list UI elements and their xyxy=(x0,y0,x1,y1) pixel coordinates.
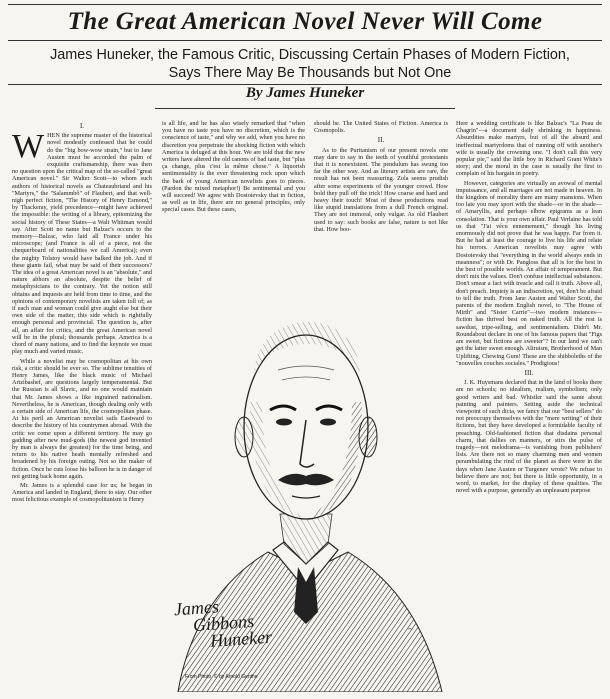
paragraph: Mr. James is a splendid case for us; he began in America and landed in England, there to stay. Our other most felicitous example of cosmopolitanism is Henry xyxy=(12,481,152,504)
paragraph: WHEN the supreme master of the historical novel modestly confessed that he could do the "big bow-wow strain," but to Jane Austen must be accorded the palm of exquisite craftsmanship, there was then no question upon the critical map of the so-called "great American novel." Sir Walter Scott—to whom such authors of historical novels as Chateaubriand and his "Martyrs," the "Salammbô" of Flaubert, and that well-nigh perfect fiction, "The History of Henry Esmond," by Thackeray, yield precedence—might have achieved the impossible: the writing of a library, epitomizing the social history of These States—a Walt Whitman would say. After Scott no name but Balzac's occurs to the memory—Balzac, who laid all France under his microscope; (and France is all of a piece, not the chequerboard of nationalities we call America); even the mighty Tolstoy would have balked the job. And if these giants fail, what may be said of their successors? The idea of a great American novel is an "absolute," and nature abhors an absolute, despite the belief of metaphysicians to the contrary. Yet the notion still obtains and inquests are held from time to time, and the opinions of contemporary novelists are taken toll of; as if each man and woman could give aught else but their own side of the matter, this side which is rightfully enough personal and provincial. The question is, after all, an affair for critics, and the great American novel will be in the plural; thousands perhaps. America is a chord of many nations, and to find the keynote we must play much and varied music. xyxy=(12,128,152,356)
paragraph: should be. The United States of Fiction. America is Cosmopolis. xyxy=(314,120,448,135)
section-marker: II. xyxy=(377,136,385,145)
signature: James Gibbons Huneker xyxy=(173,596,273,651)
byline: By James Huneker xyxy=(245,85,365,101)
paragraph: J. K. Huysmans declared that in the land of books there are no schools; no idealism, realism, symbolism; only good writers and bad. Whistler said the same about painting and painters. Setting aside the technical viewpoint of such dicta, we fancy that our "best sellers" do not preoccupy themselves with the "mere writing" of their fictions, but they have developed a formidable faculty of preaching. Old-fashioned fiction that disdains personal charm, that dallies on manners, or stirs the pulse of tragedy—not melodrama—is vanishing from publishers' lists. Are there not so many charming men and women perambulating the rind of the planet as there were in the days when Jane Austen or Turgenev wrote? We refuse to believe there are not; but there is little opportunity, in a word, to market, for the display of these qualities. The novel with a purpose, generally an unpleasant purpose xyxy=(456,379,602,495)
column-4 xyxy=(456,120,602,692)
headline: The Great American Novel Never Will Come xyxy=(67,8,543,35)
headline-rule xyxy=(8,40,602,41)
artist-mark: ~ xyxy=(408,624,413,634)
section-marker: I. xyxy=(79,122,85,130)
section-marker: III. xyxy=(524,368,534,377)
paragraph: Here a wedding certificate is like Balzac's "La Peau de Chagrin"—a document daily shrinking in happiness. Absurdities make martyrs, but of all the absurd and ineffectual martyrdoms that of running off with another's wife is usually the crowning one. "I don't call this very popular pie," said the little boy in Richard Grant White's story; and the moral in the case is usually the first to complain of his bargain in poetry. xyxy=(456,120,602,178)
paragraph: However, categories are virtually an avowal of mental impuissance, and all marriages are not made in heaven. In the kingdom of morality there are many mansions. When too late you may sport with the shade—or in the shade—of Amaryllis, and perhaps elbow epigrams as a lean consolation. That is your own affair. Paul Verlaine has told us that "J'ai vécu ennemement," though his living enormously did not prove that he was happy. Far from it. But he had at least the courage to live his life and relate his terrors. American novelists may agree with Dostoievsky that "everything in the world always ends in meanness"; or with Dr. Pangloss that all is for the best in the best of possible worlds. An affair of temperament. But don't mix the values. Don't confuse intellectual substances. Don't smear a fact with treacle and call it truth. Above all, don't preach. Impiety is an indiscretion, yet, don't be afraid to tell the truth. From Jane Austen and Walter Scott, the parents of the modern English novel, to "The House of Mirth" and "Sister Carrie"—two modern instances—fiction has thrived best on naked truth. All the rest is sawdust, tripe-selling, and sentimentalism. Didn't Mr. Roundabout declare in one of his famous papers that "Figs are sweet, but fictions are sweeter"? In our land we can't get the latter sweet enough. Altruism, Brotherhood of Man Uplifting, Chewing Gum! These are the shibboleths of the "nouvelles couches sociales." Prodigious! xyxy=(456,179,602,367)
drop-cap: W xyxy=(12,128,45,166)
column-3 xyxy=(314,120,448,250)
subheadline: James Huneker, the Famous Critic, Discussing Certain Phases of Modern Fiction, Says There May Be Thousands but Not One xyxy=(50,47,570,81)
column-1 xyxy=(12,120,152,692)
photo-credit: From Photo. © by Arnold Genthe xyxy=(185,674,258,680)
paragraph: is all life, and he has also wisely remarked that "when you have no taste you have no discretion, which is the conscience of taste," and why we add, when you have no discretion you perpetrate the shocking fiction with which America is deluged at this hour. We are told that the new writers have altered the old canons of bad taste, but "plus ça change, plus c'est la même chose." A liquorish sentimentality is the ever threatening rock upon which the bark of young American novelists goes to pieces. (Pardon the mixed metaphor!) Be sentimental and you will succeed! We agree with Dostoievsky that in fiction, as well as in life, there are no general principles, only special cases. But these cases, xyxy=(162,120,305,214)
byline-rule xyxy=(155,108,455,109)
paragraph: While a novelist may be cosmopolitan at his own risk, a critic should be ever so. The sublime tenuities of Henry James, like the black music of Michael Artzibashef, are questions largely temperamental. But the Russian is all Slavic, and no one would maintain that Mr. James shows a like ingrained nationalism. Nevertheless, he is American, though dealing only with a certain side of American life, the cosmopolitan phase. At his peril an American novelist sails Eastward to describe the history of his countrymen abroad. With the critic we come upon a different territory. He may go gadding after new mud-gods (the newest god invented by man is always the greatest) for the time being, and return to his native heath mentally refreshed and broadened by his foreign outing. Not so the maker of fiction. Once he cuts loose his balloon he is in danger of not getting back home again. xyxy=(12,357,152,480)
paragraph: As to the Puritanism of our present novels one may dare to say in the teeth of youthful protestants that it is nonexistent. The pendulum has swung too far the other way. And as literary artists are rare, the result has not been reassuring. Zola seems prudish after some experiments of the younger crowd. How bold they pull off the trick! How coarse and hard and heavy their touch! Most of these productions read like stupid translations from a dull French original. They are not immoral, only vulgar. As old Flaubert used to say: such books are false, nature is not like that. How boo- xyxy=(314,146,448,233)
column-2 xyxy=(162,120,305,250)
top-rule xyxy=(8,4,602,5)
